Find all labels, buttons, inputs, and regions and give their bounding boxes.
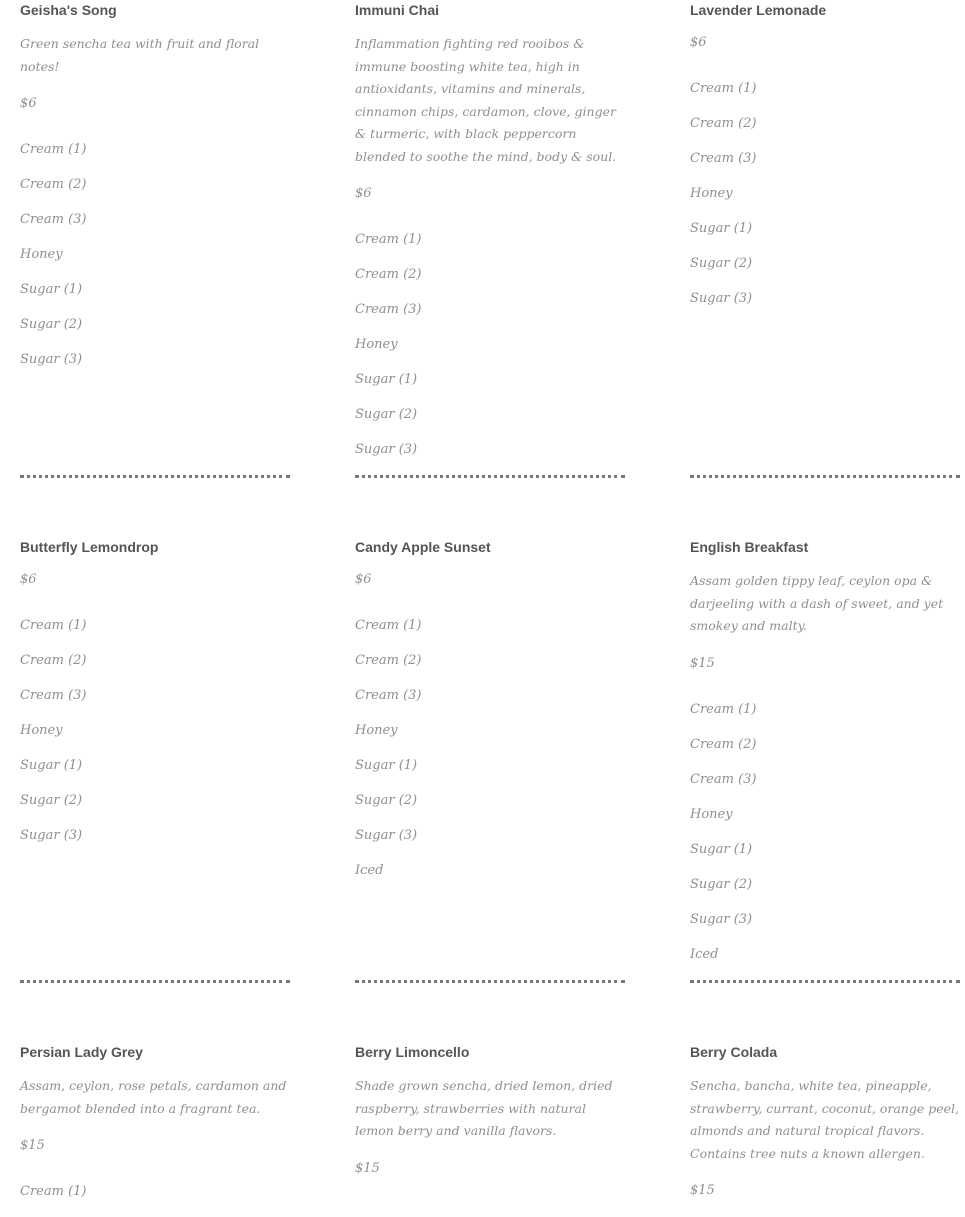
option-item[interactable]: Honey: [20, 723, 63, 738]
option-item[interactable]: Cream (1): [690, 81, 757, 96]
menu-item[interactable]: [355, 537, 625, 980]
option-item[interactable]: Cream (1): [20, 142, 87, 157]
item-price: $6: [20, 96, 37, 111]
option-list: [690, 700, 960, 980]
option-item[interactable]: Sugar (2): [690, 876, 753, 892]
option-item[interactable]: Cream (3): [20, 212, 87, 227]
menu-row: [20, 0, 960, 475]
dotted-divider: [355, 976, 625, 983]
dotted-divider: [20, 471, 290, 478]
option-list: [355, 616, 625, 896]
option-item[interactable]: Sugar (3): [690, 291, 753, 306]
option-item[interactable]: Cream (3): [690, 771, 757, 787]
item-description: Inflammation fighting red rooibos & immune boosting white tea, high in antioxidants, vitamins and minerals, cinnamon chips, cardamon, clove, ginger & turmeric, with black peppercorn blended to soothe the mind, body & soul.: [355, 36, 617, 164]
option-item[interactable]: Iced: [355, 863, 384, 878]
option-list: [20, 616, 290, 861]
option-item[interactable]: Honey: [690, 806, 733, 822]
option-item[interactable]: Sugar (1): [20, 758, 83, 773]
option-item[interactable]: Cream (2): [355, 267, 422, 282]
option-item[interactable]: Sugar (1): [355, 758, 418, 773]
dotted-divider: [355, 471, 625, 478]
item-description: Assam, ceylon, rose petals, cardamon and bergamot blended into a fragrant tea.: [20, 1078, 287, 1116]
item-price: $6: [20, 572, 37, 587]
option-list: [690, 79, 960, 324]
option-item[interactable]: Sugar (1): [690, 841, 753, 857]
option-item[interactable]: Honey: [355, 337, 398, 352]
item-price: $15: [690, 1183, 715, 1198]
menu-item[interactable]: [355, 0, 625, 475]
option-list: [20, 1182, 290, 1217]
option-item[interactable]: Sugar (2): [355, 793, 418, 808]
option-item[interactable]: Honey: [355, 723, 398, 738]
option-item[interactable]: Cream (3): [355, 688, 422, 703]
item-name[interactable]: Berry Colada: [690, 1044, 778, 1060]
option-item[interactable]: Sugar (3): [690, 911, 753, 927]
item-price: $15: [20, 1138, 45, 1153]
option-item[interactable]: Sugar (2): [690, 256, 753, 271]
option-item[interactable]: Sugar (3): [20, 352, 83, 367]
item-price: $6: [355, 186, 372, 201]
menu-item[interactable]: [355, 1042, 625, 1217]
item-name[interactable]: Immuni Chai: [355, 2, 440, 18]
option-item[interactable]: Cream (2): [20, 653, 87, 668]
item-description: Sencha, bancha, white tea, pineapple, strawberry, currant, coconut, orange peel, almonds and natural tropical flavors. Contains tree nuts a known allergen.: [690, 1078, 960, 1161]
option-item[interactable]: Cream (3): [690, 151, 757, 166]
option-item[interactable]: Cream (3): [20, 688, 87, 703]
item-price: $15: [690, 655, 715, 671]
option-item[interactable]: Sugar (2): [20, 793, 83, 808]
option-item[interactable]: Iced: [690, 946, 719, 962]
option-item[interactable]: Sugar (3): [355, 828, 418, 843]
option-item[interactable]: Sugar (1): [20, 282, 83, 297]
item-description: Assam golden tippy leaf, ceylon opa & darjeeling with a dash of sweet, and yet smokey and malty.: [690, 573, 944, 633]
item-name[interactable]: Butterfly Lemondrop: [20, 539, 159, 555]
option-item[interactable]: Sugar (2): [20, 317, 83, 332]
option-item[interactable]: Cream (1): [355, 232, 422, 247]
item-name[interactable]: Candy Apple Sunset: [355, 539, 491, 555]
option-list: [355, 230, 625, 475]
menu-item[interactable]: [690, 0, 960, 475]
option-item[interactable]: Sugar (3): [20, 828, 83, 843]
divider-row: [20, 976, 960, 983]
option-item[interactable]: Sugar (2): [355, 407, 418, 422]
menu-item[interactable]: [20, 1042, 290, 1217]
dotted-divider: [20, 976, 290, 983]
option-item[interactable]: Cream (3): [355, 302, 422, 317]
menu-item[interactable]: [690, 1042, 960, 1217]
item-price: $6: [690, 35, 707, 50]
option-item[interactable]: Cream (1): [355, 618, 422, 633]
item-name[interactable]: Geisha's Song: [20, 2, 117, 18]
option-list: [20, 140, 290, 385]
option-item[interactable]: Cream (1): [690, 701, 757, 717]
option-item[interactable]: Honey: [690, 186, 733, 201]
item-name[interactable]: Berry Limoncello: [355, 1044, 470, 1060]
menu-row: [20, 1042, 960, 1217]
option-item[interactable]: Cream (2): [20, 177, 87, 192]
option-item[interactable]: Sugar (3): [355, 442, 418, 457]
item-price: $15: [355, 1160, 380, 1176]
menu-item[interactable]: [20, 537, 290, 980]
item-name[interactable]: Lavender Lemonade: [690, 2, 827, 18]
option-item[interactable]: Sugar (1): [690, 221, 753, 236]
menu-row: [20, 537, 960, 980]
option-item[interactable]: Cream (2): [355, 653, 422, 668]
item-description: Shade grown sencha, dried lemon, dried raspberry, strawberries with natural lemon berry and vanilla flavors.: [355, 1078, 613, 1138]
menu-item[interactable]: [20, 0, 290, 475]
option-item[interactable]: Cream (2): [690, 116, 757, 131]
item-description: Green sencha tea with fruit and floral notes!: [20, 36, 260, 74]
menu-item[interactable]: [690, 537, 960, 980]
option-item[interactable]: Honey: [20, 247, 63, 262]
option-item[interactable]: Cream (1): [20, 1184, 87, 1199]
dotted-divider: [690, 976, 960, 983]
divider-row: [20, 471, 960, 478]
option-item[interactable]: Cream (1): [20, 618, 87, 633]
option-item[interactable]: Cream (2): [690, 736, 757, 752]
item-name[interactable]: Persian Lady Grey: [20, 1044, 143, 1060]
item-price: $6: [355, 572, 372, 587]
item-name[interactable]: English Breakfast: [690, 539, 809, 555]
dotted-divider: [690, 471, 960, 478]
option-item[interactable]: Sugar (1): [355, 372, 418, 387]
